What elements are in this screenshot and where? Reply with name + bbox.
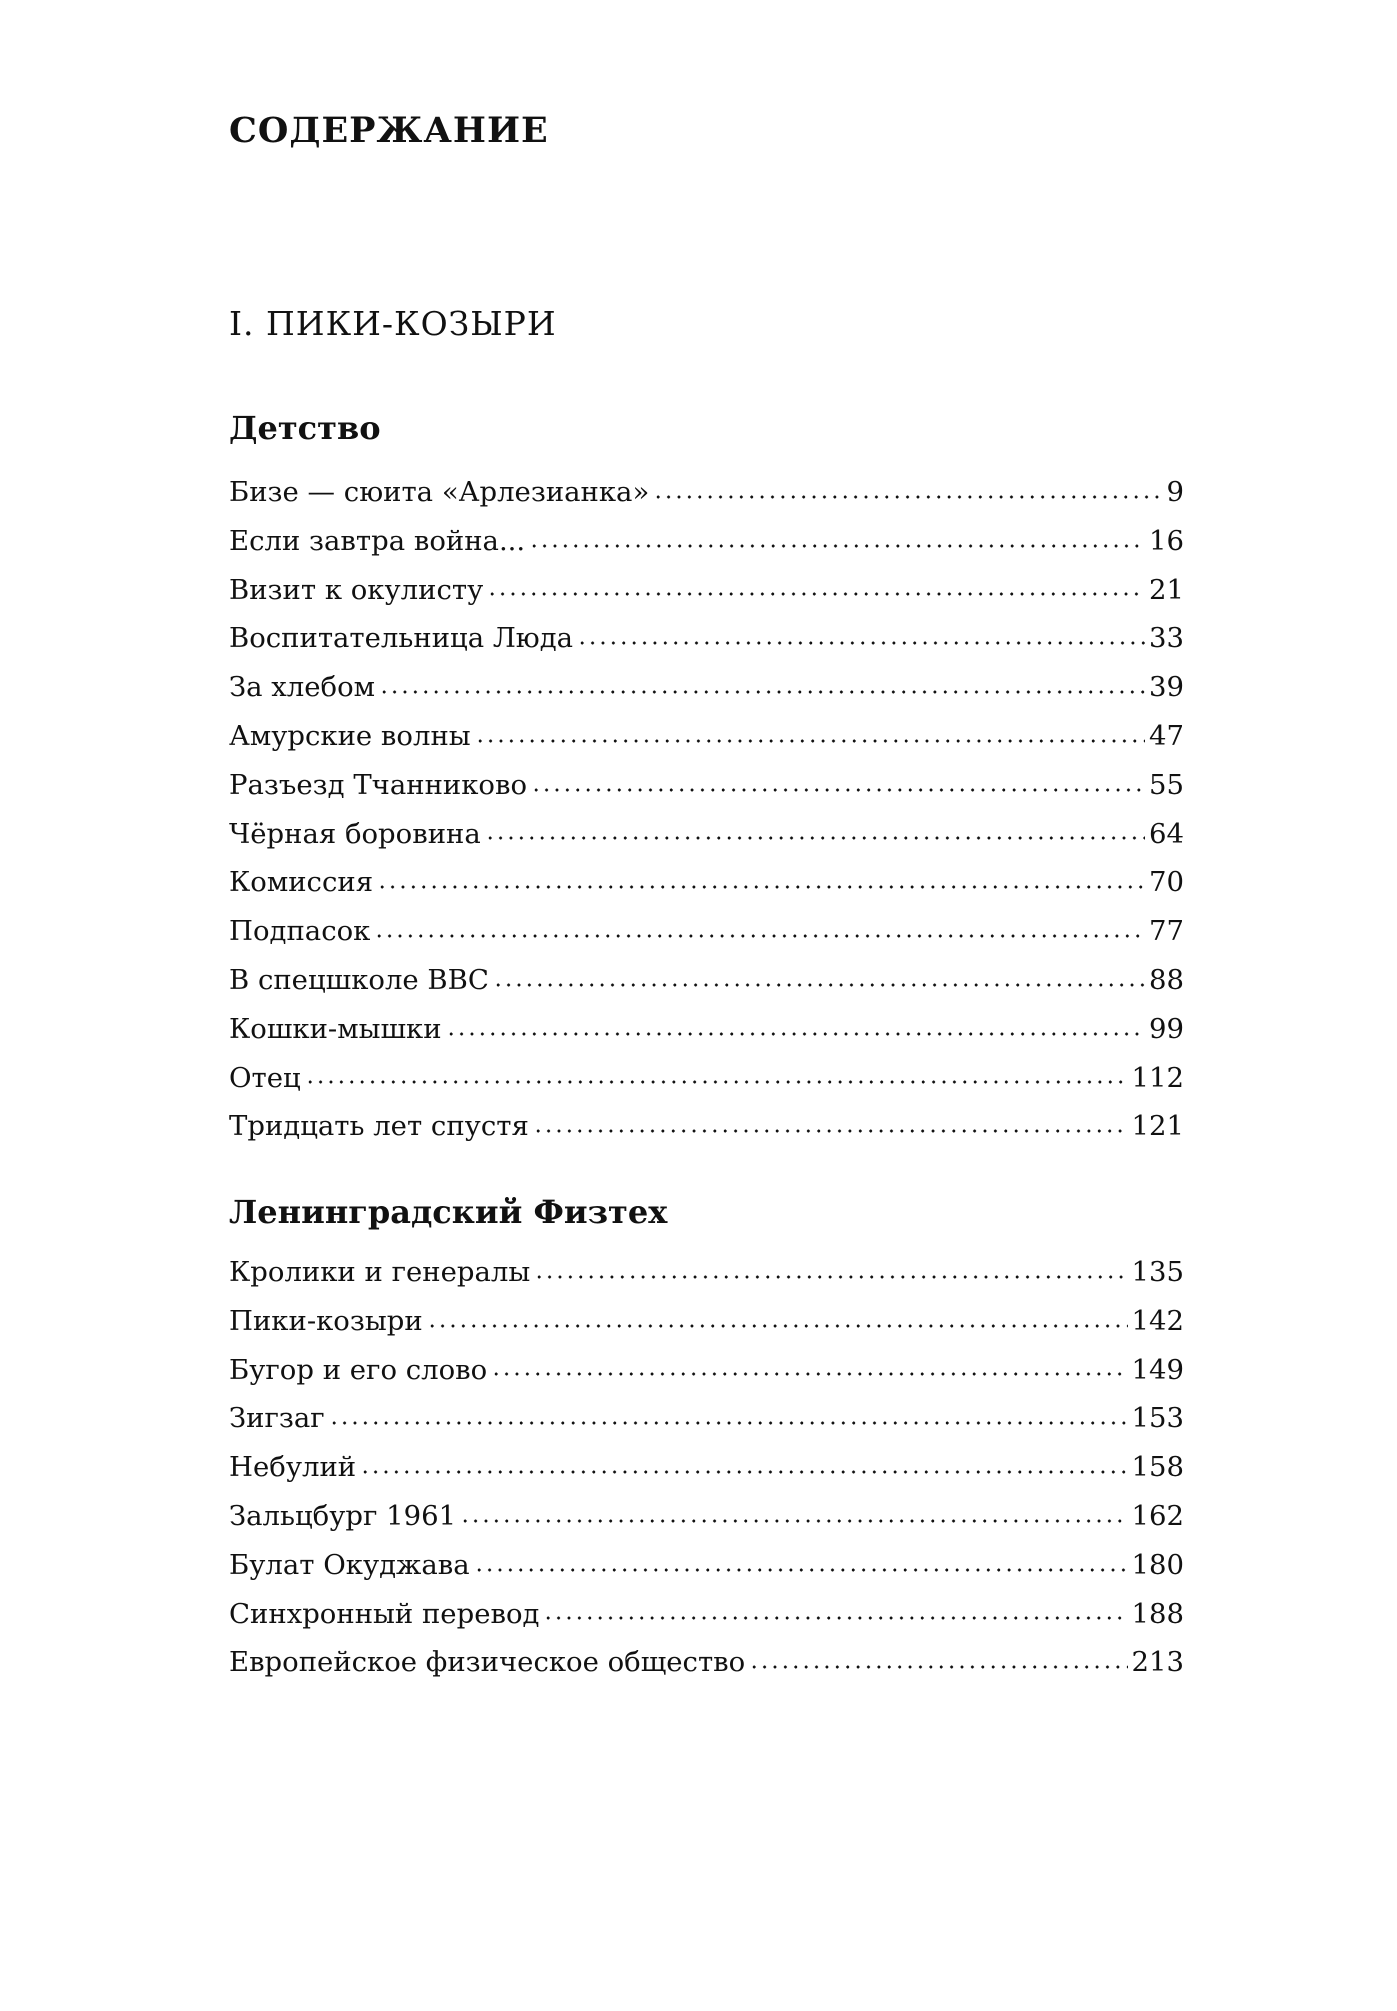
dot-leader [543, 1616, 1127, 1620]
toc-entry-page: 153 [1131, 1402, 1184, 1435]
dot-leader [475, 739, 1145, 743]
dot-leader [446, 1032, 1145, 1036]
toc-entry-page: 70 [1149, 866, 1184, 899]
toc-entry-page: 64 [1149, 817, 1184, 850]
toc-entry-title: Кролики и генералы [229, 1256, 531, 1288]
toc-entry-title: Кошки-мышки [229, 1012, 442, 1045]
dot-leader [577, 641, 1145, 645]
toc-entry-title: Если завтра война... [229, 524, 526, 557]
section-title: Ленинградский Физтех [229, 1193, 668, 1231]
toc-entry-page: 135 [1131, 1256, 1184, 1288]
page-title: СОДЕРЖАНИЕ [229, 110, 549, 151]
toc-entry-page: 121 [1131, 1110, 1184, 1143]
dot-leader [379, 690, 1145, 694]
toc-entry[interactable] [229, 566, 1184, 615]
toc-entry-title: Подпасок [229, 915, 371, 948]
toc-entry[interactable] [229, 1102, 1184, 1151]
toc-entry-title: Чёрная боровина [229, 817, 481, 850]
toc-entry-page: 99 [1149, 1012, 1184, 1045]
toc-entry[interactable] [229, 1638, 1184, 1687]
dot-leader [487, 592, 1145, 596]
toc-entry-title: Воспитательница Люда [229, 622, 574, 655]
dot-leader [529, 544, 1145, 548]
toc-entry-page: 88 [1149, 963, 1184, 996]
toc-entry-title: Тридцать лет спустя [229, 1110, 529, 1143]
dot-leader [653, 495, 1162, 499]
toc-entry-page: 21 [1149, 573, 1184, 606]
toc-entry-title: В спецшколе ВВС [229, 963, 489, 996]
toc-entry[interactable] [229, 761, 1184, 810]
toc-entry-title: Амурские волны [229, 719, 471, 752]
dot-leader [534, 1275, 1127, 1279]
toc-entry-title: Визит к окулисту [229, 573, 484, 606]
toc-entry-page: 33 [1149, 622, 1184, 655]
toc-entry[interactable] [229, 1394, 1184, 1443]
toc-entry-page: 16 [1149, 524, 1184, 557]
toc-entry[interactable] [229, 1443, 1184, 1492]
dot-leader [305, 1080, 1128, 1084]
toc-entry-title: Пики-козыри [229, 1304, 423, 1337]
toc-entry-title: Бизе — сюита «Арлезианка» [229, 476, 650, 508]
dot-leader [329, 1421, 1128, 1425]
dot-leader [485, 836, 1145, 840]
section-title: Детство [229, 409, 381, 447]
dot-leader [427, 1324, 1128, 1328]
toc-entry-title: Разъезд Тчанниково [229, 768, 528, 801]
toc-entry[interactable] [229, 956, 1184, 1005]
toc-list [229, 1248, 1184, 1687]
toc-entry-page: 112 [1131, 1061, 1184, 1094]
toc-entry[interactable] [229, 517, 1184, 566]
toc-entry[interactable] [229, 712, 1184, 761]
toc-entry-title: За хлебом [229, 671, 376, 704]
toc-entry-title: Зигзаг [229, 1402, 325, 1435]
dot-leader [377, 885, 1145, 889]
dot-leader [749, 1665, 1127, 1669]
toc-entry-page: 149 [1131, 1353, 1184, 1386]
toc-entry-title: Небулий [229, 1451, 357, 1484]
toc-entry-title: Зальцбург 1961 [229, 1499, 457, 1532]
toc-entry-title: Бугор и его слово [229, 1353, 488, 1386]
dot-leader [533, 1129, 1128, 1133]
toc-entry[interactable] [229, 1492, 1184, 1541]
dot-leader [491, 1372, 1127, 1376]
toc-entry[interactable] [229, 1346, 1184, 1395]
toc-entry-page: 47 [1149, 719, 1184, 752]
toc-entry-page: 9 [1166, 476, 1184, 508]
dot-leader [531, 788, 1145, 792]
toc-list [229, 468, 1184, 1151]
toc-entry-title: Комиссия [229, 866, 374, 899]
toc-section-leningrad-fiztech [229, 1190, 1184, 1687]
toc-entry[interactable] [229, 1590, 1184, 1639]
toc-entry-page: 142 [1131, 1304, 1184, 1337]
dot-leader [374, 934, 1145, 938]
toc-entry-page: 39 [1149, 671, 1184, 704]
toc-entry[interactable] [229, 468, 1184, 517]
toc-section-childhood [229, 406, 1184, 1151]
toc-entry[interactable] [229, 1297, 1184, 1346]
toc-entry-page: 188 [1131, 1597, 1184, 1630]
toc-entry[interactable] [229, 1005, 1184, 1054]
toc-entry-page: 158 [1131, 1451, 1184, 1484]
toc-entry-page: 77 [1149, 915, 1184, 948]
part-title: I. ПИКИ-КОЗЫРИ [229, 304, 557, 343]
dot-leader [493, 983, 1145, 987]
dot-leader [360, 1470, 1127, 1474]
toc-entry-page: 55 [1149, 768, 1184, 801]
dot-leader [474, 1568, 1128, 1572]
toc-entry-page: 162 [1131, 1499, 1184, 1532]
toc-entry[interactable] [229, 614, 1184, 663]
toc-entry[interactable] [229, 907, 1184, 956]
toc-entry[interactable] [229, 1248, 1184, 1297]
toc-entry[interactable] [229, 663, 1184, 712]
toc-entry[interactable] [229, 1541, 1184, 1590]
toc-entry-title: Синхронный перевод [229, 1597, 540, 1630]
toc-entry-title: Отец [229, 1061, 301, 1094]
toc-entry[interactable] [229, 858, 1184, 907]
toc-entry-title: Булат Окуджава [229, 1548, 470, 1581]
dot-leader [460, 1519, 1127, 1523]
toc-entry-page: 180 [1131, 1548, 1184, 1581]
toc-entry-title: Европейское физическое общество [229, 1646, 746, 1679]
toc-entry[interactable] [229, 1054, 1184, 1103]
toc-entry-page: 213 [1131, 1646, 1184, 1679]
toc-entry[interactable] [229, 810, 1184, 859]
